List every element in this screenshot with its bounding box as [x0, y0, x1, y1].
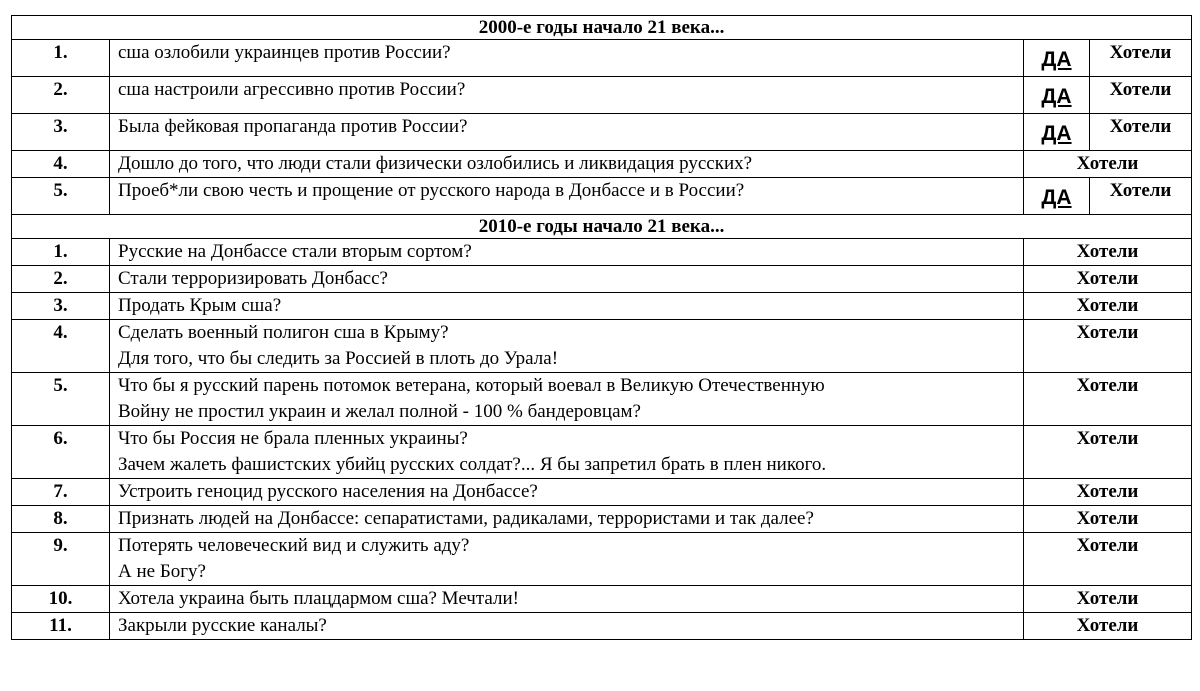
question-line: Войну не простил украин и желал полной - 100 % бандеровцам? [118, 401, 641, 422]
yes-cell [1024, 77, 1090, 114]
question-line: Хотела украина быть плацдармом сша? Мечтали! [118, 588, 519, 609]
question-text [110, 151, 1024, 178]
answer-text: Хотели [1024, 239, 1192, 266]
table-row [12, 293, 1192, 320]
document-table [11, 15, 1192, 640]
yes-cell [1024, 178, 1090, 215]
row-number: 1. [12, 40, 110, 77]
answer-text: Хотели [1024, 320, 1192, 373]
row-number: 9. [12, 533, 110, 586]
row-number: 4. [12, 320, 110, 373]
answer-text: Хотели [1090, 77, 1192, 114]
question-text [110, 178, 1024, 215]
answer-text: Хотели [1024, 613, 1192, 640]
row-number: 11. [12, 613, 110, 640]
section-header-row [12, 16, 1192, 40]
question-line: Была фейковая пропаганда против России? [118, 116, 468, 137]
question-text [110, 266, 1024, 293]
question-line: Признать людей на Донбассе: сепаратистами, радикалами, террористами и так далее? [118, 508, 814, 529]
section-header-row [12, 215, 1192, 239]
question-text [110, 426, 1024, 479]
yes-cell [1024, 114, 1090, 151]
question-line: Зачем жалеть фашистских убийц русских солдат?... Я бы запретил брать в плен никого. [118, 454, 827, 475]
yes-mark: ДА [1041, 122, 1072, 145]
table-row [12, 613, 1192, 640]
question-text [110, 77, 1024, 114]
question-line: Сделать военный полигон сша в Крыму? [118, 322, 449, 343]
row-number: 3. [12, 293, 110, 320]
table-row [12, 373, 1192, 426]
row-number: 7. [12, 479, 110, 506]
row-number: 8. [12, 506, 110, 533]
table-row [12, 114, 1192, 151]
row-number: 3. [12, 114, 110, 151]
question-text [110, 293, 1024, 320]
row-number: 4. [12, 151, 110, 178]
yes-mark: ДА [1041, 48, 1072, 71]
table-row [12, 506, 1192, 533]
question-line: Что бы Россия не брала пленных украины? [118, 428, 468, 449]
yes-cell [1024, 40, 1090, 77]
question-text [110, 239, 1024, 266]
question-line: Потерять человеческий вид и служить аду? [118, 535, 470, 556]
question-line: Закрыли русские каналы? [118, 615, 327, 636]
question-line: Продать Крым сша? [118, 295, 282, 316]
question-line: Устроить геноцид русского населения на Донбассе? [118, 481, 538, 502]
answer-text: Хотели [1024, 293, 1192, 320]
question-text [110, 479, 1024, 506]
question-text [110, 613, 1024, 640]
question-text [110, 40, 1024, 77]
section-title: 2000-е годы начало 21 века... [12, 16, 1192, 40]
question-line: А не Богу? [118, 561, 206, 582]
table-row [12, 533, 1192, 586]
question-text [110, 586, 1024, 613]
answer-text: Хотели [1024, 533, 1192, 586]
row-number: 10. [12, 586, 110, 613]
answer-text: Хотели [1024, 479, 1192, 506]
question-text [110, 506, 1024, 533]
question-line: Для того, что бы следить за Россией в плоть до Урала! [118, 348, 559, 369]
row-number: 1. [12, 239, 110, 266]
answer-text: Хотели [1024, 266, 1192, 293]
question-line: сша озлобили украинцев против России? [118, 42, 451, 63]
question-line: сша настроили агрессивно против России? [118, 79, 466, 100]
row-number: 6. [12, 426, 110, 479]
answer-text: Хотели [1090, 40, 1192, 77]
row-number: 5. [12, 373, 110, 426]
answer-text: Хотели [1090, 114, 1192, 151]
question-line: Стали терроризировать Донбасс? [118, 268, 388, 289]
answer-text: Хотели [1024, 506, 1192, 533]
table-row [12, 426, 1192, 479]
answer-text: Хотели [1090, 178, 1192, 215]
table-row [12, 178, 1192, 215]
table-row [12, 40, 1192, 77]
yes-mark: ДА [1041, 186, 1072, 209]
row-number: 2. [12, 77, 110, 114]
table-row [12, 266, 1192, 293]
question-text [110, 533, 1024, 586]
yes-mark: ДА [1041, 85, 1072, 108]
question-text [110, 320, 1024, 373]
question-line: Что бы я русский парень потомок ветерана, который воевал в Великую Отечественную [118, 375, 825, 396]
table-row [12, 77, 1192, 114]
table-row [12, 479, 1192, 506]
answer-text: Хотели [1024, 151, 1192, 178]
question-text [110, 114, 1024, 151]
section-title: 2010-е годы начало 21 века... [12, 215, 1192, 239]
answer-text: Хотели [1024, 426, 1192, 479]
table-row [12, 320, 1192, 373]
row-number: 5. [12, 178, 110, 215]
question-line: Русские на Донбассе стали вторым сортом? [118, 241, 472, 262]
question-line: Дошло до того, что люди стали физически озлобились и ликвидация русских? [118, 153, 753, 174]
table-row [12, 586, 1192, 613]
table-row [12, 239, 1192, 266]
answer-text: Хотели [1024, 586, 1192, 613]
answer-text: Хотели [1024, 373, 1192, 426]
row-number: 2. [12, 266, 110, 293]
table-row [12, 151, 1192, 178]
question-text [110, 373, 1024, 426]
question-line: Проеб*ли свою честь и прощение от русского народа в Донбассе и в России? [118, 180, 745, 201]
